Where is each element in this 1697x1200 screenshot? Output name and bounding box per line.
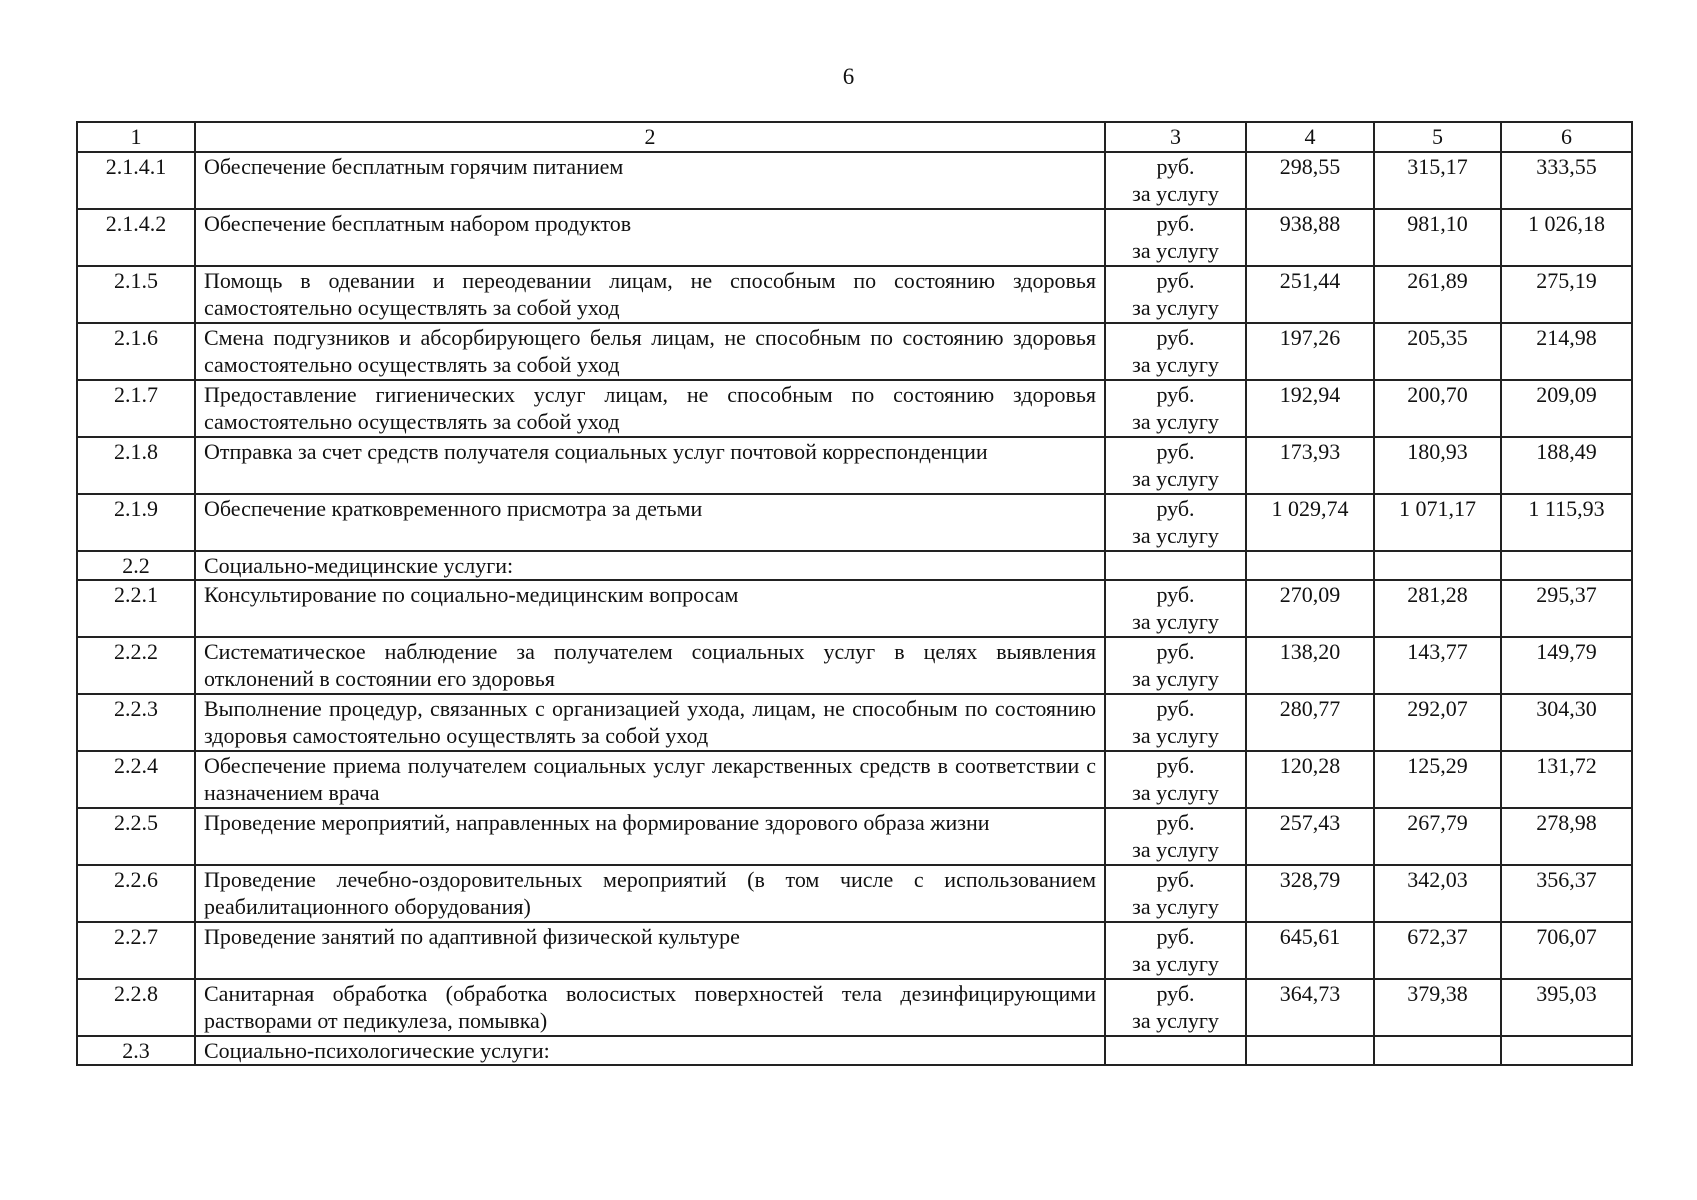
row-value-col5: 379,38 — [1374, 979, 1501, 1036]
table-row — [77, 751, 1632, 808]
row-value-col6: 304,30 — [1501, 694, 1632, 751]
unit-per-service: за услугу — [1132, 609, 1219, 634]
row-code: 2.2.5 — [77, 808, 195, 865]
row-value-col6: 1 026,18 — [1501, 209, 1632, 266]
section-row — [77, 1036, 1632, 1065]
unit-per-service: за услугу — [1132, 951, 1219, 976]
unit-per-service: за услугу — [1132, 352, 1219, 377]
row-code: 2.2.8 — [77, 979, 195, 1036]
row-code: 2.2 — [77, 551, 195, 580]
unit-per-service: за услугу — [1132, 181, 1219, 206]
row-value-col6: 209,09 — [1501, 380, 1632, 437]
row-value-col6: 278,98 — [1501, 808, 1632, 865]
header-col-6: 6 — [1501, 122, 1632, 152]
table-row — [77, 266, 1632, 323]
unit-currency: руб. — [1156, 582, 1195, 607]
row-unit — [1105, 494, 1246, 551]
row-value-col6: 1 115,93 — [1501, 494, 1632, 551]
row-code: 2.2.2 — [77, 637, 195, 694]
unit-per-service: за услугу — [1132, 409, 1219, 434]
row-name: Санитарная обработка (обработка волосистых поверхностей тела дезинфицирующими растворами от педикулеза, помывка) — [195, 979, 1105, 1036]
unit-per-service: за услугу — [1132, 1008, 1219, 1033]
row-name: Проведение лечебно-оздоровительных мероприятий (в том числе с использованием реабилитационного оборудования) — [195, 865, 1105, 922]
row-code: 2.2.4 — [77, 751, 195, 808]
row-value-col4: 364,73 — [1246, 979, 1374, 1036]
row-name: Обеспечение бесплатным набором продуктов — [195, 209, 1105, 266]
table-row — [77, 580, 1632, 637]
row-code: 2.1.6 — [77, 323, 195, 380]
row-value-col4: 1 029,74 — [1246, 494, 1374, 551]
row-value-col6: 131,72 — [1501, 751, 1632, 808]
row-value-col5: 281,28 — [1374, 580, 1501, 637]
unit-currency: руб. — [1156, 810, 1195, 835]
table-body — [77, 152, 1632, 1065]
row-unit — [1105, 979, 1246, 1036]
row-value-col5: 180,93 — [1374, 437, 1501, 494]
row-unit — [1105, 209, 1246, 266]
row-value-col6: 188,49 — [1501, 437, 1632, 494]
row-unit — [1105, 266, 1246, 323]
unit-currency: руб. — [1156, 639, 1195, 664]
row-name: Выполнение процедур, связанных с организацией ухода, лицам, не способным по состоянию здоровья самостоятельно осуществлять за собой уход — [195, 694, 1105, 751]
row-value-col5: 315,17 — [1374, 152, 1501, 209]
row-name: Систематическое наблюдение за получателем социальных услуг в целях выявления отклонений в состоянии его здоровья — [195, 637, 1105, 694]
row-value-col5 — [1374, 551, 1501, 580]
unit-per-service: за услугу — [1132, 666, 1219, 691]
row-unit — [1105, 694, 1246, 751]
row-value-col6: 395,03 — [1501, 979, 1632, 1036]
row-value-col6: 706,07 — [1501, 922, 1632, 979]
unit-per-service: за услугу — [1132, 466, 1219, 491]
row-name: Обеспечение приема получателем социальных услуг лекарственных средств в соответствии с назначением врача — [195, 751, 1105, 808]
unit-currency: руб. — [1156, 439, 1195, 464]
header-col-4: 4 — [1246, 122, 1374, 152]
tariff-table — [76, 121, 1633, 1066]
row-value-col5: 981,10 — [1374, 209, 1501, 266]
unit-currency: руб. — [1156, 268, 1195, 293]
row-code: 2.2.1 — [77, 580, 195, 637]
unit-per-service: за услугу — [1132, 837, 1219, 862]
row-value-col5: 342,03 — [1374, 865, 1501, 922]
table-row — [77, 380, 1632, 437]
table-row — [77, 437, 1632, 494]
row-unit — [1105, 437, 1246, 494]
row-name: Проведение занятий по адаптивной физической культуре — [195, 922, 1105, 979]
row-value-col4: 120,28 — [1246, 751, 1374, 808]
row-code: 2.1.9 — [77, 494, 195, 551]
row-value-col4 — [1246, 1036, 1374, 1065]
unit-currency: руб. — [1156, 154, 1195, 179]
row-value-col5: 125,29 — [1374, 751, 1501, 808]
row-value-col4: 270,09 — [1246, 580, 1374, 637]
row-value-col5: 267,79 — [1374, 808, 1501, 865]
row-unit — [1105, 865, 1246, 922]
header-col-2: 2 — [195, 122, 1105, 152]
row-value-col6: 149,79 — [1501, 637, 1632, 694]
unit-per-service: за услугу — [1132, 894, 1219, 919]
unit-currency: руб. — [1156, 981, 1195, 1006]
row-value-col6: 356,37 — [1501, 865, 1632, 922]
table-row — [77, 323, 1632, 380]
row-value-col4: 173,93 — [1246, 437, 1374, 494]
unit-currency: руб. — [1156, 211, 1195, 236]
row-unit — [1105, 751, 1246, 808]
row-name: Социально-медицинские услуги: — [195, 551, 1105, 580]
row-value-col5: 292,07 — [1374, 694, 1501, 751]
table-row — [77, 808, 1632, 865]
row-unit — [1105, 808, 1246, 865]
table-row — [77, 152, 1632, 209]
row-value-col5: 261,89 — [1374, 266, 1501, 323]
header-row — [77, 122, 1632, 152]
row-value-col5 — [1374, 1036, 1501, 1065]
unit-currency: руб. — [1156, 867, 1195, 892]
row-code: 2.2.7 — [77, 922, 195, 979]
row-value-col4: 197,26 — [1246, 323, 1374, 380]
unit-per-service: за услугу — [1132, 780, 1219, 805]
unit-per-service: за услугу — [1132, 723, 1219, 748]
unit-per-service: за услугу — [1132, 238, 1219, 263]
unit-currency: руб. — [1156, 382, 1195, 407]
row-value-col4 — [1246, 551, 1374, 580]
section-row — [77, 551, 1632, 580]
table-row — [77, 979, 1632, 1036]
row-code: 2.2.6 — [77, 865, 195, 922]
row-value-col5: 1 071,17 — [1374, 494, 1501, 551]
row-name: Проведение мероприятий, направленных на формирование здорового образа жизни — [195, 808, 1105, 865]
row-value-col5: 143,77 — [1374, 637, 1501, 694]
row-code: 2.1.4.1 — [77, 152, 195, 209]
row-value-col4: 138,20 — [1246, 637, 1374, 694]
unit-currency: руб. — [1156, 696, 1195, 721]
table-row — [77, 694, 1632, 751]
row-unit — [1105, 922, 1246, 979]
row-value-col6: 214,98 — [1501, 323, 1632, 380]
table-row — [77, 637, 1632, 694]
table-row — [77, 865, 1632, 922]
row-code: 2.3 — [77, 1036, 195, 1065]
header-col-5: 5 — [1374, 122, 1501, 152]
row-code: 2.1.5 — [77, 266, 195, 323]
unit-currency: руб. — [1156, 325, 1195, 350]
row-name: Социально-психологические услуги: — [195, 1036, 1105, 1065]
row-value-col5: 205,35 — [1374, 323, 1501, 380]
row-value-col5: 200,70 — [1374, 380, 1501, 437]
row-unit — [1105, 323, 1246, 380]
row-value-col6: 295,37 — [1501, 580, 1632, 637]
row-code: 2.2.3 — [77, 694, 195, 751]
row-value-col4: 257,43 — [1246, 808, 1374, 865]
row-value-col5: 672,37 — [1374, 922, 1501, 979]
row-value-col4: 192,94 — [1246, 380, 1374, 437]
row-value-col4: 251,44 — [1246, 266, 1374, 323]
row-name: Консультирование по социально-медицинским вопросам — [195, 580, 1105, 637]
row-value-col6 — [1501, 1036, 1632, 1065]
row-unit — [1105, 152, 1246, 209]
row-value-col4: 938,88 — [1246, 209, 1374, 266]
row-value-col4: 645,61 — [1246, 922, 1374, 979]
row-unit — [1105, 380, 1246, 437]
row-value-col4: 280,77 — [1246, 694, 1374, 751]
table-row — [77, 494, 1632, 551]
row-name: Обеспечение кратковременного присмотра за детьми — [195, 494, 1105, 551]
row-code: 2.1.8 — [77, 437, 195, 494]
row-value-col4: 328,79 — [1246, 865, 1374, 922]
row-code: 2.1.4.2 — [77, 209, 195, 266]
row-unit — [1105, 551, 1246, 580]
row-value-col6: 333,55 — [1501, 152, 1632, 209]
row-name: Предоставление гигиенических услуг лицам, не способным по состоянию здоровья самостоятельно осуществлять за собой уход — [195, 380, 1105, 437]
row-name: Обеспечение бесплатным горячим питанием — [195, 152, 1105, 209]
unit-currency: руб. — [1156, 753, 1195, 778]
page-number: 6 — [842, 64, 855, 89]
row-unit — [1105, 580, 1246, 637]
unit-currency: руб. — [1156, 496, 1195, 521]
row-unit — [1105, 1036, 1246, 1065]
row-code: 2.1.7 — [77, 380, 195, 437]
row-name: Помощь в одевании и переодевании лицам, не способным по состоянию здоровья самостоятельно осуществлять за собой уход — [195, 266, 1105, 323]
table-row — [77, 922, 1632, 979]
unit-per-service: за услугу — [1132, 523, 1219, 548]
unit-per-service: за услугу — [1132, 295, 1219, 320]
unit-currency: руб. — [1156, 924, 1195, 949]
row-name: Смена подгузников и абсорбирующего белья лицам, не способным по состоянию здоровья самостоятельно осуществлять за собой уход — [195, 323, 1105, 380]
row-unit — [1105, 637, 1246, 694]
row-value-col6: 275,19 — [1501, 266, 1632, 323]
row-name: Отправка за счет средств получателя социальных услуг почтовой корреспонденции — [195, 437, 1105, 494]
row-value-col4: 298,55 — [1246, 152, 1374, 209]
row-value-col6 — [1501, 551, 1632, 580]
header-col-3: 3 — [1105, 122, 1246, 152]
table-row — [77, 209, 1632, 266]
header-col-1: 1 — [77, 122, 195, 152]
